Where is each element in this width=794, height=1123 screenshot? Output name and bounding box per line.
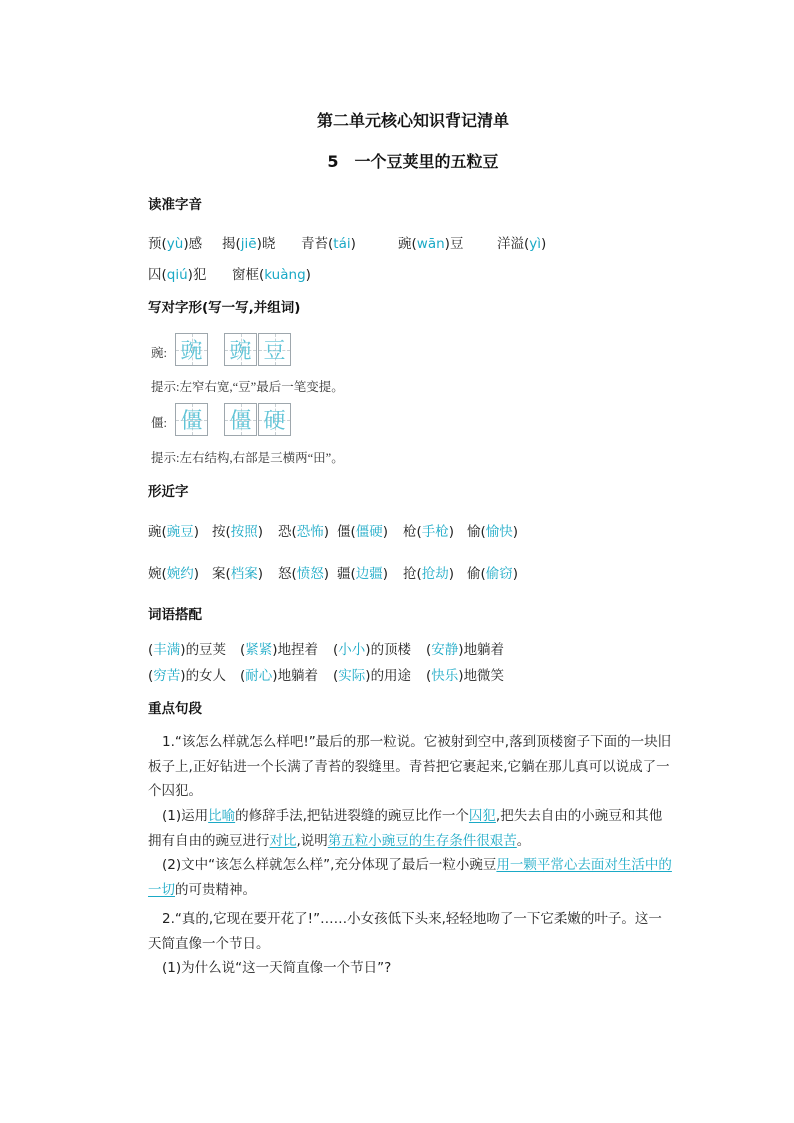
writing-grid-sample: 僵 (175, 403, 208, 436)
collocation-item: (快乐)地微笑 (426, 668, 505, 684)
pinyin-item: 洋溢(yì) (497, 236, 547, 252)
pinyin-item: 窗框(kuàng) (232, 267, 311, 283)
collocation-item: (实际)的用途 (333, 668, 412, 684)
similar-item: 恐(恐怖) (278, 524, 330, 540)
similar-item: 按(按照) (212, 524, 264, 540)
key-question-2: (2)文中“该怎么样就怎么样”,充分体现了最后一粒小豌豆用一颗平常心去面对生活中的一切的可贵精神。 (148, 857, 672, 898)
key-question-1: (1)运用比喻的修辞手法,把钻进裂缝的豌豆比作一个囚犯,把失去自由的小豌豆和其他拥有自由的豌豆进行对比,说明第五粒小豌豆的生存条件很艰苦。 (148, 808, 663, 849)
similar-item: 怒(愤怒) (278, 566, 330, 582)
pinyin-item: 青苔(tái) (301, 236, 356, 252)
writing-grid-word: 豌 (224, 333, 257, 366)
similar-item: 偷(偷窃) (467, 566, 519, 582)
section-collocation: 词语搭配 (148, 607, 202, 623)
section-key-sentences: 重点句段 (148, 701, 202, 717)
similar-item: 疆(边疆) (337, 566, 389, 582)
key-paragraph-2: 2.“真的,它现在要开花了!”……小女孩低下头来,轻轻地吻了一下它柔嫩的叶子。这一天简直像一个节日。 (148, 911, 662, 952)
pinyin-item: 豌(wān)豆 (398, 236, 464, 252)
writing-hint: 提示:左窄右宽,“豆”最后一笔变提。 (151, 380, 344, 394)
pinyin-item: 囚(qiú)犯 (148, 267, 207, 283)
similar-item: 豌(豌豆) (148, 524, 200, 540)
doc-title: 第二单元核心知识背记清单 (316, 111, 509, 130)
collocation-item: (丰满)的豆荚 (148, 642, 227, 658)
collocation-item: (穷苦)的女人 (148, 668, 227, 684)
key-question-3: (1)为什么说“这一天简直像一个节日”? (162, 960, 392, 976)
collocation-item: (耐心)地躺着 (240, 668, 319, 684)
pinyin-item: 揭(jiē)晓 (222, 236, 276, 252)
key-paragraph-1: 1.“该怎么样就怎么样吧!”最后的那一粒说。它被射到空中,落到顶楼窗子下面的一块旧板子上,正好钻进一个长满了青苔的裂缝里。青苔把它裹起来,它躺在那儿真可以说成了一个囚犯。 (148, 734, 672, 799)
section-writing: 写对字形(写一写,并组词) (148, 300, 301, 316)
similar-item: 愉(愉快) (467, 524, 519, 540)
pinyin-item: 预(yù)感 (148, 236, 203, 252)
writing-grid-word: 豆 (258, 333, 291, 366)
writing-grid-word: 硬 (258, 403, 291, 436)
writing-label: 僵: (151, 416, 167, 430)
section-similar: 形近字 (148, 484, 189, 500)
similar-item: 枪(手枪) (403, 524, 455, 540)
similar-item: 僵(僵硬) (337, 524, 389, 540)
similar-item: 婉(婉约) (148, 566, 200, 582)
collocation-item: (紧紧)地捏着 (240, 642, 319, 658)
writing-grid-sample: 豌 (175, 333, 208, 366)
similar-item: 案(档案) (212, 566, 264, 582)
writing-label: 豌: (151, 346, 167, 360)
collocation-item: (安静)地躺着 (426, 642, 505, 658)
lesson-title: 5 一个豆荚里的五粒豆 (327, 152, 499, 171)
collocation-item: (小小)的顶楼 (333, 642, 412, 658)
writing-grid-word: 僵 (224, 403, 257, 436)
section-pronunciation: 读准字音 (148, 197, 202, 213)
writing-hint: 提示:左右结构,右部是三横两“田”。 (151, 451, 344, 465)
similar-item: 抢(抢劫) (403, 566, 455, 582)
